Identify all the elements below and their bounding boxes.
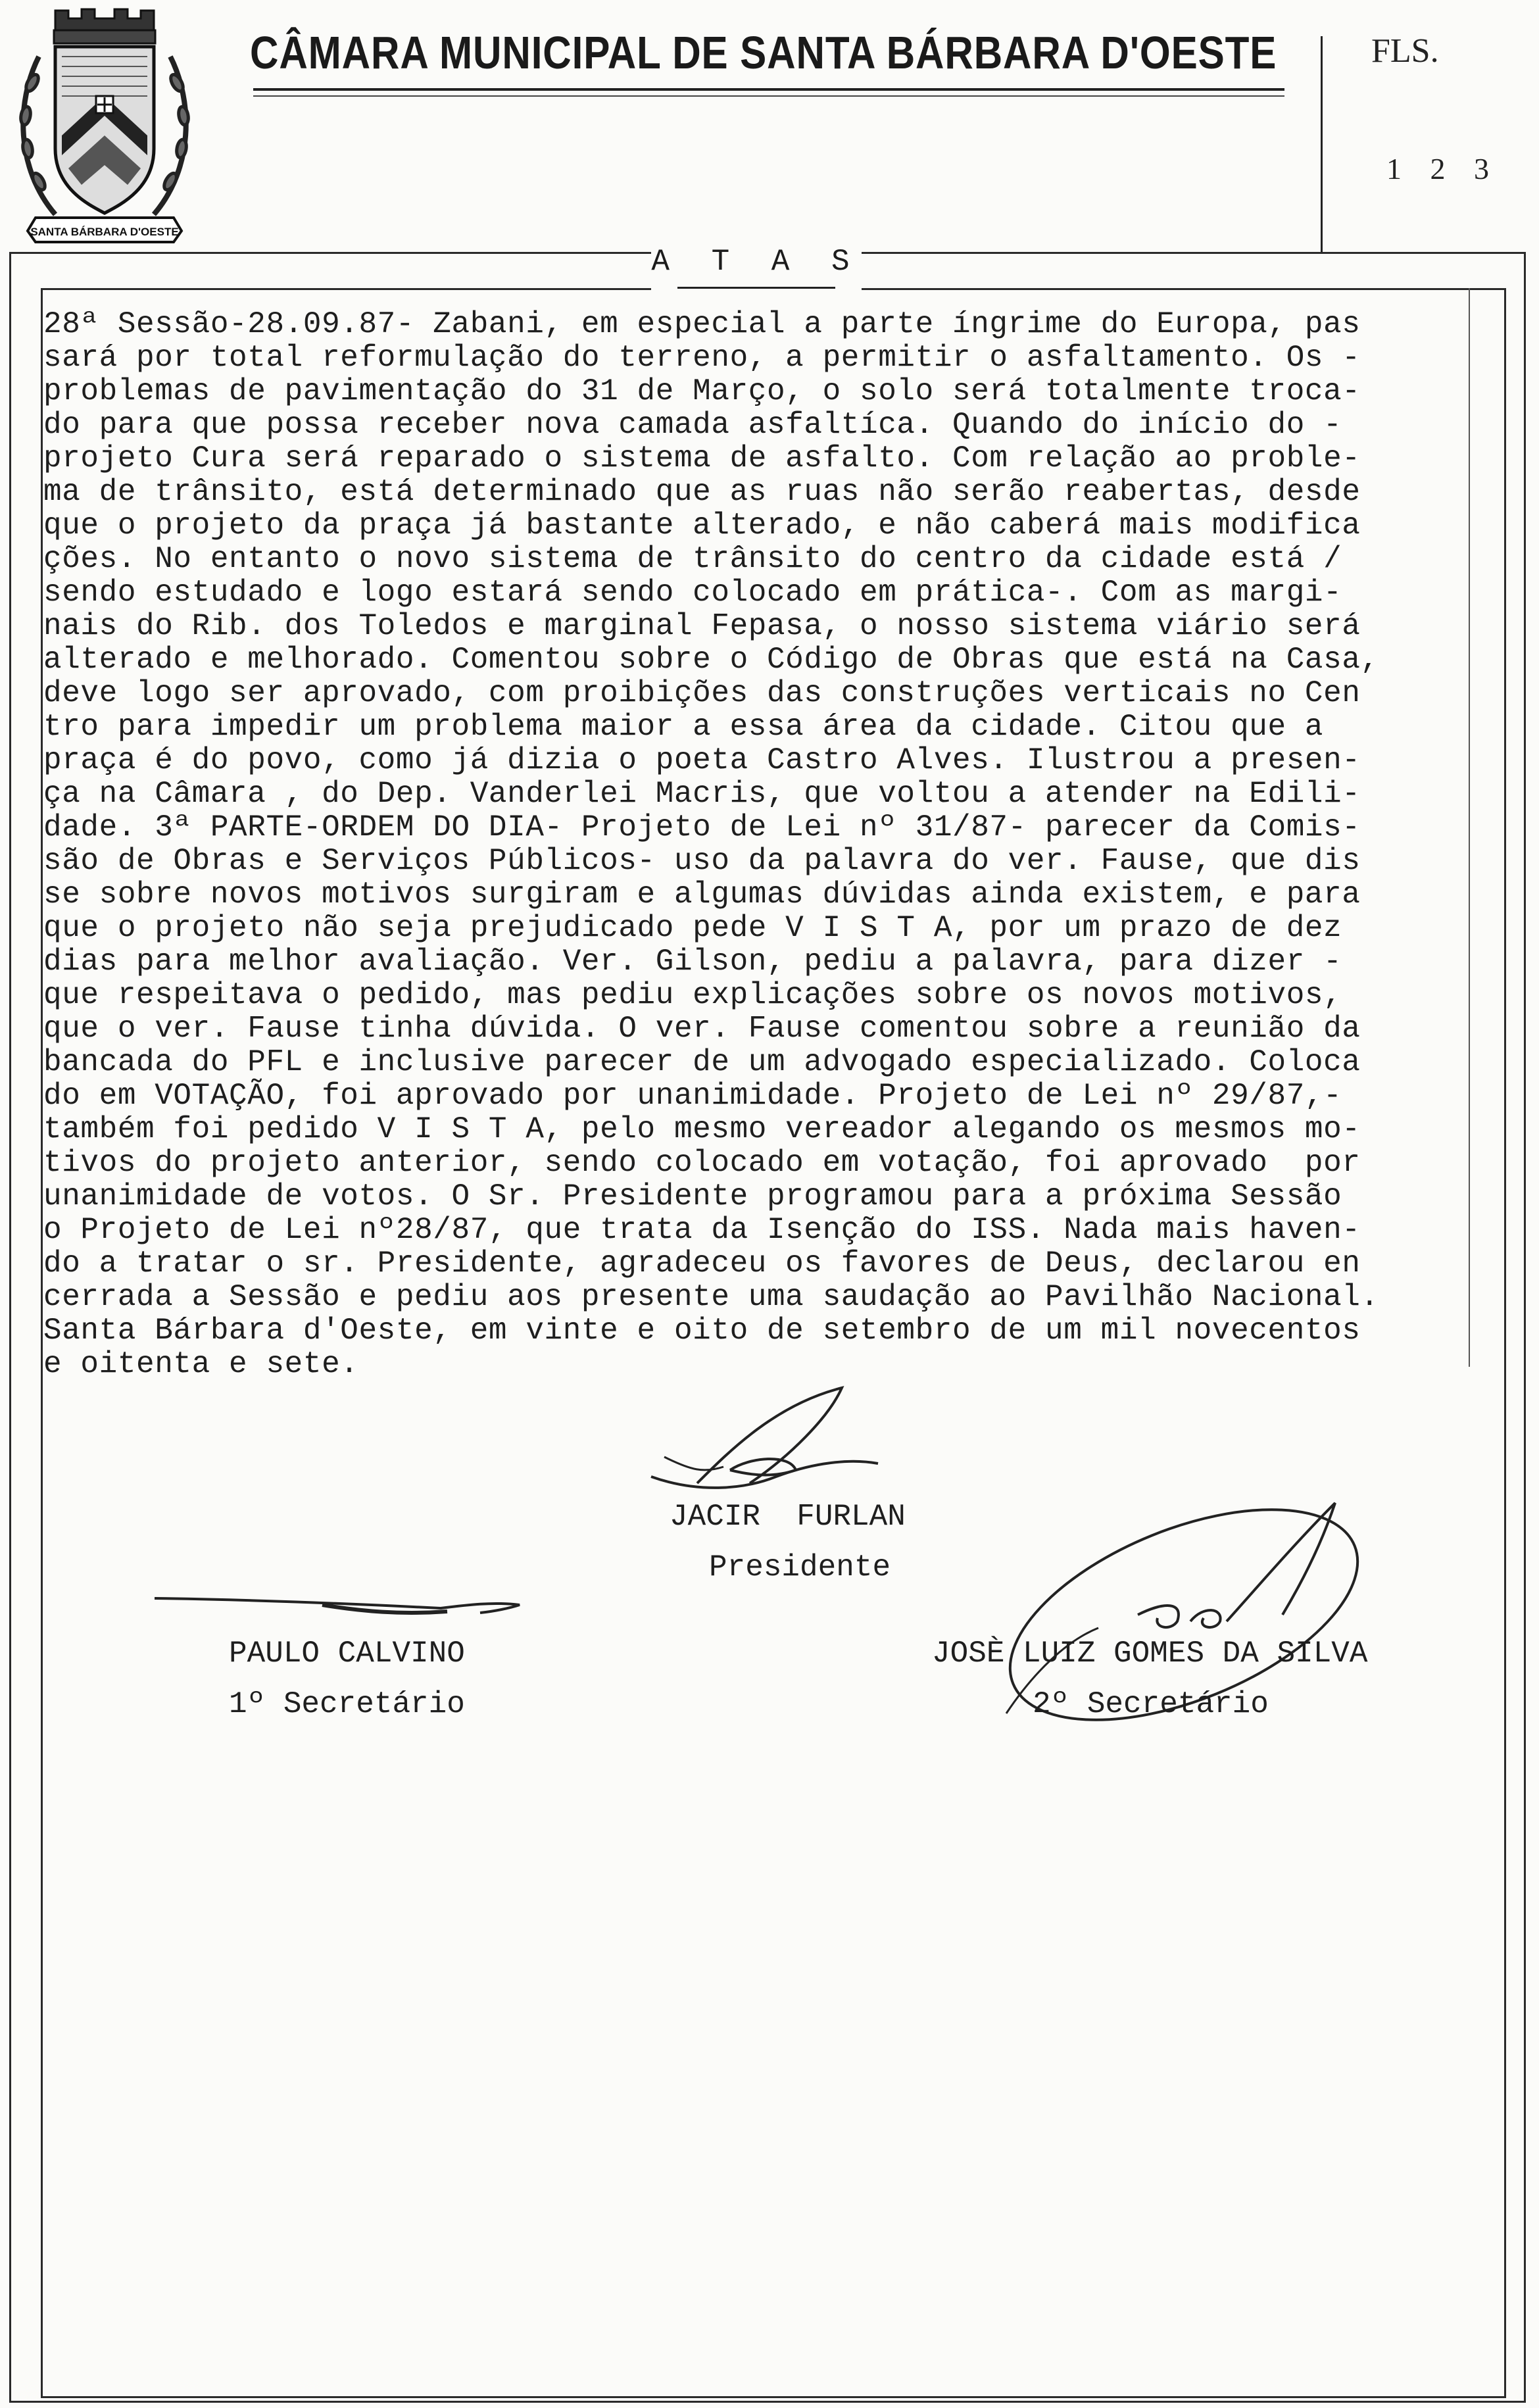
minutes-line: Santa Bárbara d'Oeste, em vinte e oito de setembro de um mil novecentos [43, 1314, 1361, 1348]
minutes-line: do a tratar o sr. Presidente, agradeceu os favores de Deus, declarou en [43, 1246, 1361, 1281]
minutes-line: ma de trânsito, está determinado que as ruas não serão reabertas, desde [43, 475, 1361, 509]
minutes-line: ções. No entanto o novo sistema de trânsito do centro da cidade está / [43, 542, 1342, 576]
folio-number: 1 2 3 [1386, 152, 1500, 185]
title-underline [253, 88, 1284, 91]
minutes-line: sará por total reformulação do terreno, a permitir o asfaltamento. Os - [43, 341, 1361, 375]
first-secretary-signature-icon [151, 1579, 533, 1638]
section-title-underline [677, 287, 835, 289]
president-name: JACIR FURLAN [670, 1500, 906, 1534]
minutes-line: projeto Cura será reparado o sistema de asfalto. Com relação ao proble- [43, 441, 1361, 476]
minutes-line: dias para melhor avaliação. Ver. Gilson, pediu a palavra, para dizer - [43, 945, 1342, 979]
president-signature-icon [645, 1378, 894, 1510]
seal-ribbon-text: SANTA BÁRBARA D'OESTE [30, 226, 179, 238]
minutes-line: que respeitava o pedido, mas pediu explicações sobre os novos motivos, [43, 978, 1342, 1012]
minutes-line: deve logo ser aprovado, com proibições das construções verticais no Cen [43, 676, 1361, 710]
minutes-body [43, 308, 1517, 1381]
president-role: Presidente [709, 1550, 891, 1585]
minutes-line: são de Obras e Serviços Públicos- uso da palavra do ver. Fause, que dis [43, 844, 1361, 878]
minutes-line: praça é do povo, como já dizia o poeta Castro Alves. Ilustrou a presen- [43, 743, 1361, 777]
minutes-line: ça na Câmara , do Dep. Vanderlei Macris, que voltou a atender na Edili- [43, 777, 1361, 811]
minutes-line: 28ª Sessão-28.09.87- Zabani, em especial a parte íngrime do Europa, pas [43, 307, 1361, 341]
second-secretary-role: 2º Secretário [1033, 1687, 1269, 1721]
title-underline-thin [253, 95, 1284, 97]
section-title: A T A S [651, 245, 862, 279]
second-secretary-name: JOSÈ LUIZ GOMES DA SILVA [932, 1636, 1368, 1671]
first-secretary-role: 1º Secretário [229, 1687, 465, 1721]
minutes-line: tivos do projeto anterior, sendo colocado em votação, foi aprovado por [43, 1146, 1361, 1180]
institution-title: CÂMARA MUNICIPAL DE SANTA BÁRBARA D'OESTE [250, 27, 1277, 78]
minutes-line: dade. 3ª PARTE-ORDEM DO DIA- Projeto de Lei nº 31/87- parecer da Comis- [43, 810, 1361, 845]
minutes-line: do em VOTAÇÃO, foi aprovado por unanimidade. Projeto de Lei nº 29/87,- [43, 1079, 1342, 1113]
minutes-line: problemas de pavimentação do 31 de Março, o solo será totalmente troca- [43, 374, 1361, 408]
municipal-seal-icon [9, 4, 200, 247]
minutes-line: se sobre novos motivos surgiram e algumas dúvidas ainda existem, e para [43, 877, 1361, 912]
folio-label: FLS. [1371, 32, 1439, 70]
minutes-line: bancada do PFL e inclusive parecer de um advogado especializado. Coloca [43, 1045, 1361, 1079]
minutes-line: nais do Rib. dos Toledos e marginal Fepasa, o nosso sistema viário será [43, 609, 1361, 643]
minutes-line: que o ver. Fause tinha dúvida. O ver. Fause comentou sobre a reunião da [43, 1012, 1361, 1046]
minutes-line: unanimidade de votos. O Sr. Presidente programou para a próxima Sessão [43, 1179, 1342, 1214]
minutes-line: que o projeto não seja prejudicado pede V I S T A, por um prazo de dez [43, 911, 1342, 945]
first-secretary-name: PAULO CALVINO [229, 1636, 465, 1671]
minutes-line: cerrada a Sessão e pediu aos presente uma saudação ao Pavilhão Nacional. [43, 1280, 1379, 1314]
minutes-line: do para que possa receber nova camada asfaltíca. Quando do início do - [43, 408, 1342, 442]
minutes-line: também foi pedido V I S T A, pelo mesmo vereador alegando os mesmos mo- [43, 1112, 1361, 1146]
minutes-line: e oitenta e sete. [43, 1347, 359, 1381]
minutes-line: alterado e melhorado. Comentou sobre o Código de Obras que está na Casa, [43, 643, 1379, 677]
minutes-line: tro para impedir um problema maior a essa área da cidade. Citou que a [43, 710, 1324, 744]
minutes-line: sendo estudado e logo estará sendo colocado em prática-. Com as margi- [43, 576, 1342, 610]
folio-divider [1321, 36, 1323, 253]
minutes-line: o Projeto de Lei nº28/87, que trata da Isenção do ISS. Nada mais haven- [43, 1213, 1361, 1247]
minutes-line: que o projeto da praça já bastante alterado, e não caberá mais modifica [43, 508, 1361, 543]
